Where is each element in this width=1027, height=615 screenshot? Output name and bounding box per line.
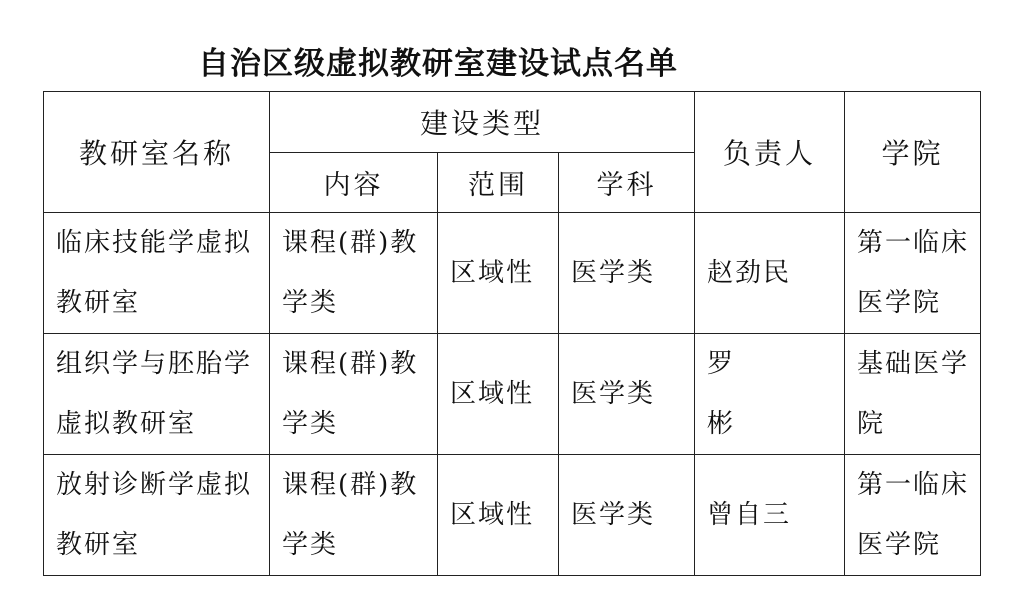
cell-leader xyxy=(695,334,845,455)
leader-name: 罗 彬 xyxy=(707,349,768,439)
table-row xyxy=(44,334,981,455)
header-subject: 学科 xyxy=(559,153,695,213)
header-build-type: 建设类型 xyxy=(270,92,695,153)
document-title: 自治区级虚拟教研室建设试点名单 xyxy=(198,46,678,82)
pilot-list-table xyxy=(43,91,981,576)
cell-scope: 区域性 xyxy=(438,455,559,576)
table-row xyxy=(44,455,981,576)
cell-name: 放射诊断学虚拟教研室 xyxy=(44,455,270,576)
header-scope: 范围 xyxy=(438,153,559,213)
table-row xyxy=(44,213,981,334)
header-content: 内容 xyxy=(270,153,438,213)
cell-college: 第一临床医学院 xyxy=(845,213,981,334)
cell-name: 组织学与胚胎学虚拟教研室 xyxy=(44,334,270,455)
cell-subject: 医学类 xyxy=(559,213,695,334)
header-leader: 负责人 xyxy=(695,92,845,213)
cell-leader: 曾自三 xyxy=(695,455,845,576)
cell-subject: 医学类 xyxy=(559,334,695,455)
cell-content: 课程(群)教学类 xyxy=(270,455,438,576)
cell-scope: 区域性 xyxy=(438,334,559,455)
header-college: 学院 xyxy=(845,92,981,213)
header-name: 教研室名称 xyxy=(44,92,270,213)
cell-scope: 区域性 xyxy=(438,213,559,334)
cell-leader: 赵劲民 xyxy=(695,213,845,334)
cell-college: 基础医学院 xyxy=(845,334,981,455)
cell-college: 第一临床医学院 xyxy=(845,455,981,576)
cell-content: 课程(群)教学类 xyxy=(270,334,438,455)
cell-subject: 医学类 xyxy=(559,455,695,576)
header-row-1 xyxy=(44,92,981,153)
cell-name: 临床技能学虚拟教研室 xyxy=(44,213,270,334)
cell-content: 课程(群)教学类 xyxy=(270,213,438,334)
